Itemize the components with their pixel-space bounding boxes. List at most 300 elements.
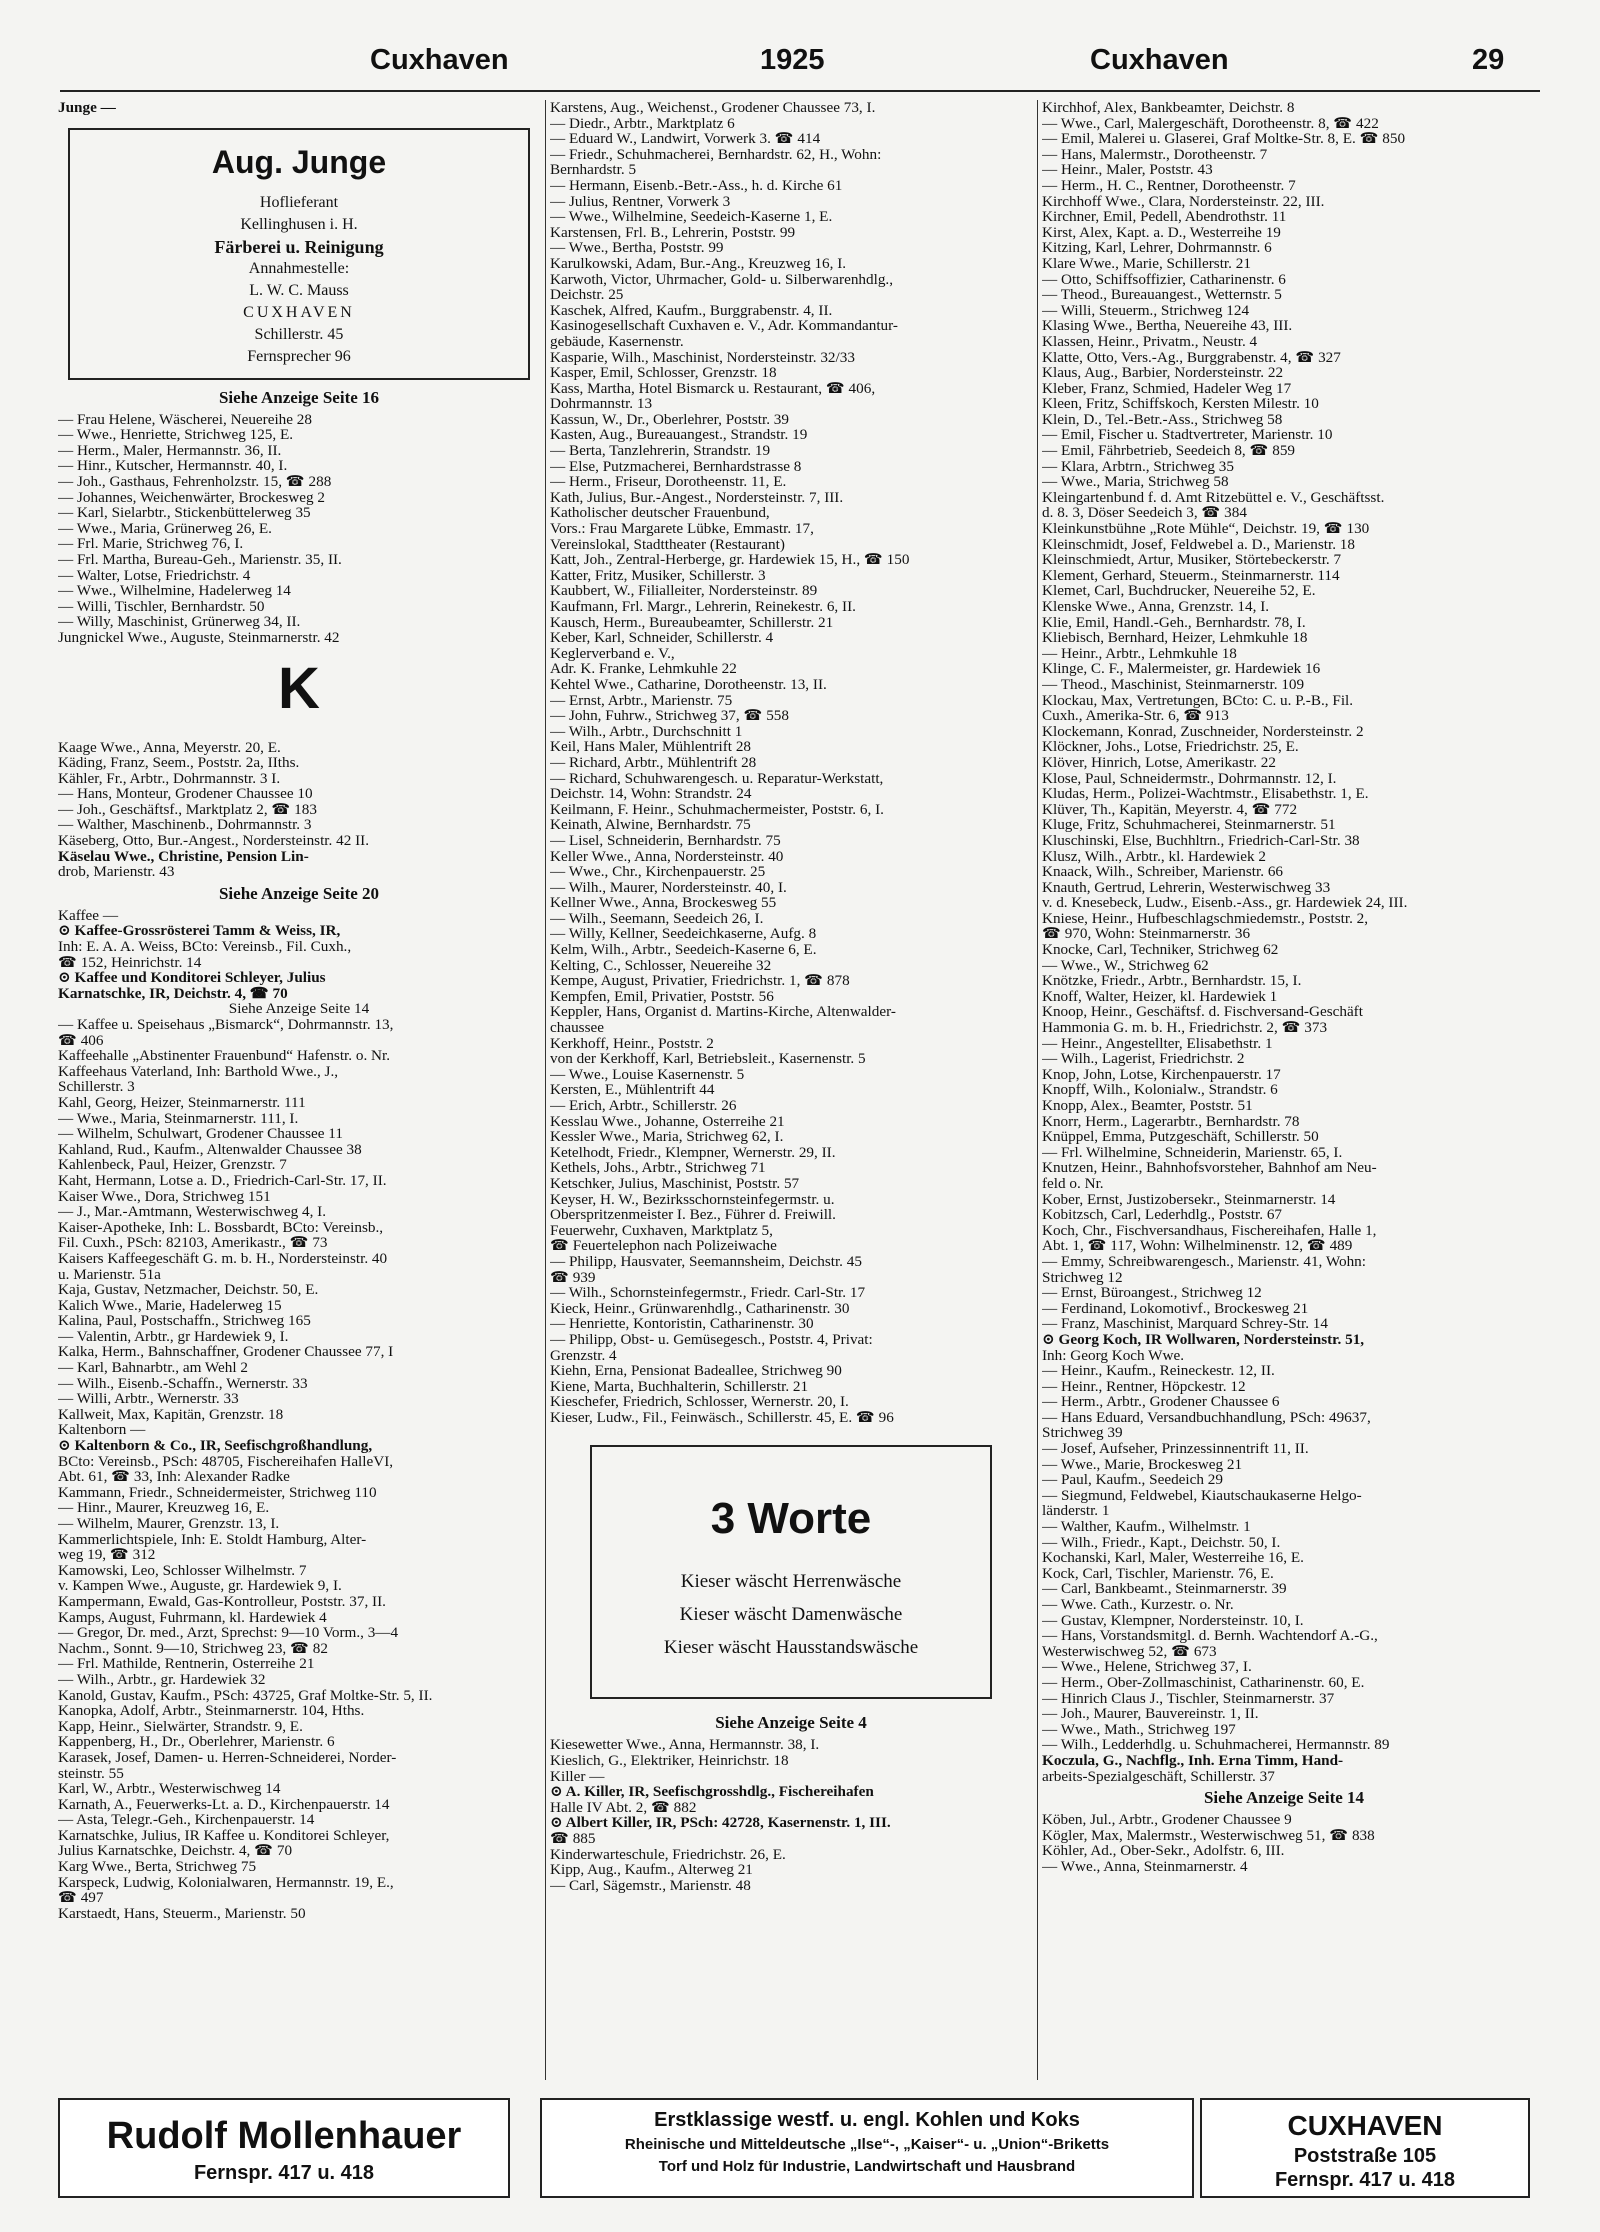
directory-entry: — Else, Putzmacherei, Bernhardstrasse 8 [550,458,802,475]
directory-entry: Nachm., Sonnt. 9—10, Strichweg 23, ☎ 82 [58,1640,328,1657]
ad-3-worte [590,1445,992,1699]
directory-entry: Köben, Jul., Arbtr., Grodener Chaussee 9 [1042,1812,1292,1828]
directory-entry: Köhler, Ad., Ober-Sekr., Adolfstr. 6, III. [1042,1843,1285,1859]
directory-entry: Julius Karnatschke, Deichstr. 4, ☎ 70 [58,1843,293,1860]
directory-entry: — Josef, Aufseher, Prinzessinnentrift 11, II. [1042,1441,1309,1457]
directory-entry: Kalka, Herm., Bahnschaffner, Grodener Chaussee 77, I [58,1344,394,1361]
directory-entry: Knopff, Wilh., Kolonialw., Strandstr. 6 [1042,1082,1278,1098]
directory-entry: — Heinr., Rentner, Höpckestr. 12 [1042,1378,1246,1395]
directory-entry: Kaiser-Apotheke, Inh: L. Bossbardt, BCto: Vereinsb., [58,1219,384,1236]
directory-entry: Kahl, Georg, Heizer, Steinmarnerstr. 111 [58,1094,306,1111]
directory-entry: Kelm, Wilh., Arbtr., Seedeich-Kaserne 6, E. [550,942,817,958]
directory-entry: — Wwe. Cath., Kurzestr. o. Nr. [1042,1597,1234,1613]
directory-entry: — Wilhelm, Maurer, Grenzstr. 13, I. [58,1516,280,1532]
directory-entry: — Willi, Arbtr., Wernerstr. 33 [58,1391,239,1407]
directory-entry: — Klara, Arbtrn., Strichweg 35 [1042,458,1234,475]
directory-entry: BCto: Vereinsb., PSch: 48705, Fischereihafen HalleVI, [58,1453,394,1470]
directory-entry: Hammonia G. m. b. H., Friedrichstr. 2, ☎ 373 [1042,1020,1328,1036]
section-letter-k: K [278,655,320,721]
directory-entry: — Kaffee u. Speisehaus „Bismarck“, Dohrmannstr. 13, [58,1017,394,1033]
entry-list [550,100,1032,1425]
directory-entry: Koczula, G., Nachflg., Inh. Erna Timm, Hand- [1042,1752,1344,1769]
directory-entry: — Walter, Lotse, Friedrichstr. 4 [58,567,251,584]
directory-entry: Klenske Wwe., Anna, Grenzstr. 14, I. [1042,599,1270,615]
directory-entry: Kleinschmidt, Josef, Feldwebel a. D., Marienstr. 18 [1042,536,1355,553]
directory-entry: Kaht, Hermann, Lotse a. D., Friedrich-Carl-Str. 17, II. [58,1172,387,1189]
directory-entry: — Emmy, Schreibwarengesch., Marienstr. 41, Wohn: [1042,1253,1366,1270]
directory-entry: Fil. Cuxh., PSch: 82103, Amerikastr., ☎ 73 [58,1235,328,1251]
directory-entry: Kober, Ernst, Justizobersekr., Steinmarnerstr. 14 [1042,1191,1336,1208]
column-divider [1037,100,1038,2080]
directory-entry: — Carl, Sägemstr., Marienstr. 48 [550,1877,751,1894]
directory-entry: — Frl. Mathilde, Rentnerin, Osterreihe 21 [58,1656,315,1672]
directory-entry: steinstr. 55 [58,1765,124,1782]
directory-entry: — Gustav, Klempner, Nordersteinstr. 10, I. [1042,1612,1304,1629]
directory-entry: — Theod., Maschinist, Steinmarnerstr. 109 [1042,676,1305,693]
directory-entry: Inh: E. A. A. Weiss, BCto: Vereinsb., Fil. Cuxh., [58,939,352,955]
directory-entry: Karnatschke, IR, Deichstr. 4, ☎ 70 [58,985,288,1002]
directory-entry: — Herm., Friseur, Dorotheenstr. 11, E. [550,474,787,490]
directory-entry: Kesslau Wwe., Johanne, Osterreihe 21 [550,1113,785,1130]
directory-entry: Kausch, Herm., Bureaubeamter, Schillerstr. 21 [550,614,834,631]
footer-ad-phone: Fernspr. 417 u. 418 [193,2162,375,2184]
directory-entry: — Herm., Maler, Hermannstr. 36, II. [58,442,282,459]
see-ad-reference: Siehe Anzeige Seite 14 [1203,1788,1365,1808]
directory-entry: v. Kampen Wwe., Auguste, gr. Hardewiek 9, I. [58,1578,342,1594]
directory-entry: Kögler, Max, Malermstr., Westerwischweg 51, ☎ 838 [1042,1827,1375,1844]
directory-entry: Kaja, Gustav, Netzmacher, Deichstr. 50, E. [58,1282,319,1298]
directory-entry: — Karl, Bahnarbtr., am Wehl 2 [58,1360,248,1376]
directory-entry: Keinath, Alwine, Bernhardstr. 75 [550,817,751,833]
directory-entry: Kieck, Heinr., Grünwarenhdlg., Catharinenstr. 30 [550,1300,850,1317]
directory-entry: — Willy, Kellner, Seedeichkaserne, Aufg. 8 [550,926,817,943]
directory-entry: — Siegmund, Feldwebel, Kiautschaukaserne Helgo- [1042,1487,1362,1504]
directory-entry: Ketschker, Julius, Maschinist, Poststr. 57 [550,1175,800,1192]
directory-entry: Kerkhoff, Heinr., Poststr. 2 [550,1035,714,1052]
directory-entry: — Wilhelm, Schulwart, Grodener Chaussee 11 [58,1126,343,1142]
directory-entry: Kalich Wwe., Marie, Hadelerweg 15 [58,1297,282,1314]
directory-entry: Kleinschmiedt, Artur, Musiker, Störtebeckerstr. 7 [1042,552,1342,568]
directory-entry: Kieschefer, Friedrich, Schlosser, Wernerstr. 20, I. [550,1394,849,1410]
directory-entry: arbeits-Spezialgeschäft, Schillerstr. 37 [1042,1768,1275,1785]
directory-entry: Kirst, Alex, Kapt. a. D., Westerreihe 19 [1042,224,1281,241]
directory-entry: — Hans, Vorstandsmitgl. d. Bernh. Wachtendorf A.-G., [1042,1628,1378,1644]
directory-entry: Klemet, Carl, Buchdrucker, Neuereihe 52, E. [1042,583,1316,599]
directory-entry: Kleinkunstbühne „Rote Mühle“, Deichstr. 19, ☎ 130 [1042,521,1370,537]
directory-entry: Kempfen, Emil, Privatier, Poststr. 56 [550,988,774,1005]
directory-entry: Ketelhodt, Friedr., Klempner, Wernerstr. 29, II. [550,1144,836,1161]
directory-entry: — Franz, Maschinist, Marquard Schrey-Str. 14 [1042,1316,1328,1332]
directory-entry: ☎ 885 [550,1831,596,1847]
entry-junge: Junge — [58,100,116,116]
directory-entry: u. Marienstr. 51a [58,1266,161,1283]
directory-entry: Käselau Wwe., Christine, Pension Lin- [58,848,309,865]
directory-entry: Adr. K. Franke, Lehmkuhle 22 [550,661,737,677]
directory-entry: weg 19, ☎ 312 [58,1547,156,1563]
directory-entry: Knopp, Alex., Beamter, Poststr. 51 [1042,1098,1253,1114]
directory-entry: Kleen, Fritz, Schiffskoch, Kersten Milestr. 10 [1042,396,1319,412]
directory-entry: Kaiser Wwe., Dora, Strichweg 151 [58,1188,271,1205]
entry-list [58,740,540,1922]
page-number: 29 [1472,44,1505,76]
directory-entry: — Joh., Geschäftsf., Marktplatz 2, ☎ 183 [58,801,317,818]
directory-entry: Knötzke, Friedr., Arbtr., Bernhardstr. 15, I. [1042,973,1302,989]
directory-entry: Kähler, Fr., Arbtr., Dohrmannstr. 3 I. [58,770,281,787]
directory-entry: — Willi, Steuerm., Strichweg 124 [1042,302,1250,319]
directory-entry: — Willi, Tischler, Bernhardstr. 50 [58,598,265,615]
directory-entry: Kiesewetter Wwe., Anna, Hermannstr. 38, I. [550,1737,820,1754]
directory-entry: Katholischer deutscher Frauenbund, [550,505,770,522]
directory-entry: Karspeck, Ludwig, Kolonialwaren, Hermannstr. 19, E., [58,1874,394,1891]
directory-entry: — Hinr., Maurer, Kreuzweg 16, E. [58,1500,270,1516]
directory-entry: Keber, Karl, Schneider, Schillerstr. 4 [550,630,774,646]
directory-entry: — Wwe., Maria, Strichweg 58 [1042,474,1229,490]
directory-entry: Knocke, Carl, Techniker, Strichweg 62 [1042,942,1279,958]
directory-entry: — Wilh., Seemann, Seedeich 26, I. [550,910,764,927]
directory-entry: Kludas, Herm., Polizei-Wachtmstr., Elisabethstr. 1, E. [1042,786,1369,802]
directory-entry: chaussee [550,1020,604,1036]
ad-line: Färberei u. Reinigung [214,236,384,257]
directory-entry: Strichweg 12 [1042,1269,1123,1286]
directory-entry: — Hans, Monteur, Grodener Chaussee 10 [58,786,313,802]
directory-entry: Kniese, Heinr., Hufbeschlagschmiedemstr., Poststr. 2, [1042,910,1369,927]
directory-entry: Kluge, Fritz, Schuhmacherei, Steinmarnerstr. 51 [1042,817,1336,833]
directory-entry: Kalina, Paul, Postschaffn., Strichweg 165 [58,1313,311,1329]
directory-entry: Oberspritzenmeister I. Bez., Führer d. Freiwill. [550,1207,836,1223]
directory-entry: Kieser, Ludw., Fil., Feinwäsch., Schillerstr. 45, E. ☎ 96 [550,1409,894,1426]
directory-entry: Kath, Julius, Bur.-Angest., Nordersteinstr. 7, III. [550,489,844,506]
directory-entry: Klöver, Hinrich, Lotse, Amerikastr. 22 [1042,754,1276,771]
directory-entry: Klatte, Otto, Vers.-Ag., Burggrabenstr. 4, ☎ 327 [1042,349,1341,366]
directory-entry: v. d. Knesebeck, Ludw., Eisenb.-Ass., gr. Hardewiek 24, III. [1042,895,1408,911]
directory-entry: Kaffeehalle „Abstinenter Frauenbund“ Hafenstr. o. Nr. [58,1048,391,1064]
directory-entry: — Frl. Wilhelmine, Schneiderin, Marienstr. 65, I. [1042,1144,1343,1161]
footer-ad-title: Rudolf Mollenhauer [106,2115,462,2157]
header-left-town: Cuxhaven [370,44,509,76]
directory-entry: Keller Wwe., Anna, Nordersteinstr. 40 [550,848,784,865]
directory-entry: Kaage Wwe., Anna, Meyerstr. 20, E. [58,739,281,756]
directory-entry: Kitzing, Karl, Lehrer, Dohrmannstr. 6 [1042,240,1272,256]
directory-entry: — Wwe., Maria, Grünerweg 26, E. [58,520,272,537]
directory-entry: Kamowski, Leo, Schlosser Wilhelmstr. 7 [58,1562,307,1579]
directory-entry: — Hinrich Claus J., Tischler, Steinmarnerstr. 37 [1042,1690,1335,1707]
ad-line: Kieser wäscht Hausstandswäsche [663,1637,919,1659]
column-1 [58,100,540,2080]
ad-line: Hoflieferant [259,193,339,211]
directory-entry: Klaus, Aug., Barbier, Nordersteinstr. 22 [1042,365,1284,381]
footer-ad-line: Torf und Holz für Industrie, Landwirtschaft und Hausbrand [658,2158,1076,2175]
directory-entry: Kaffeehaus Vaterland, Inh: Barthold Wwe., J., [58,1063,339,1080]
ad-title: Aug. Junge [211,143,387,180]
directory-entry: — Wwe., Wilhelmine, Seedeich-Kaserne 1, E. [550,209,833,225]
directory-entry: Karasek, Josef, Damen- u. Herren-Schneiderei, Norder- [58,1749,397,1766]
directory-entry: — Johannes, Weichenwärter, Brockesweg 2 [58,489,325,506]
directory-entry: Kehtel Wwe., Catharine, Dorotheenstr. 13, II. [550,676,827,693]
directory-entry: Kaisers Kaffeegeschäft G. m. b. H., Nordersteinstr. 40 [58,1250,388,1267]
directory-entry: Kammerlichtspiele, Inh: E. Stoldt Hamburg, Alter- [58,1531,367,1548]
directory-entry: Karulkowski, Adam, Bur.-Ang., Kreuzweg 16, I. [550,255,847,272]
directory-entry: Kirchhoff Wwe., Clara, Nordersteinstr. 22, III. [1042,193,1325,210]
directory-entry: Grenzstr. 4 [550,1347,617,1364]
ad-line: Kieser wäscht Herrenwäsche [680,1571,902,1593]
directory-entry: Klein, D., Tel.-Betr.-Ass., Strichweg 58 [1042,411,1283,428]
directory-entry: Karg Wwe., Berta, Strichweg 75 [58,1859,257,1875]
directory-entry: Kampermann, Ewald, Gas-Kontrolleur, Poststr. 37, II. [58,1593,386,1610]
directory-entry: ⊙ Kaffee-Grossrösterei Tamm & Weiss, IR, [58,923,341,940]
header-rule [60,90,1540,92]
footer-ad-kohlen [540,2098,1194,2198]
directory-entry: Knop, John, Lotse, Kirchenpauerstr. 17 [1042,1066,1281,1083]
directory-entry: — Erich, Arbtr., Schillerstr. 26 [550,1098,737,1114]
directory-entry: Kanold, Gustav, Kaufm., PSch: 43725, Graf Moltke-Str. 5, II. [58,1687,433,1704]
directory-entry: Abt. 1, ☎ 117, Wohn: Wilhelminenstr. 12, ☎ 489 [1042,1238,1353,1254]
directory-entry: — Wwe., Wilhelmine, Hadelerweg 14 [58,583,291,599]
directory-entry: — Heinr., Angestellter, Elisabethstr. 1 [1042,1035,1273,1052]
directory-entry: — Walther, Maschinenb., Dohrmannstr. 3 [58,817,312,834]
directory-entry: — Wilh., Arbtr., Durchschnitt 1 [550,723,743,740]
directory-entry: ⊙ Kaffee und Konditorei Schleyer, Julius [58,970,326,986]
directory-entry: ⊙ Georg Koch, IR Wollwaren, Nordersteinstr. 51, [1042,1331,1365,1348]
directory-entry: Klockau, Max, Vertretungen, BCto: C. u. P.-B., Fil. [1042,692,1354,709]
directory-entry: — Wwe., Helene, Strichweg 37, I. [1042,1659,1252,1675]
directory-entry: — Philipp, Obst- u. Gemüsegesch., Poststr. 4, Privat: [550,1331,873,1348]
directory-entry: — Ernst, Arbtr., Marienstr. 75 [550,692,733,709]
directory-entry: — Hans, Malermstr., Dorotheenstr. 7 [1042,146,1268,163]
ad-line: CUXHAVEN [243,303,355,321]
directory-entry: — Lisel, Schneiderin, Bernhardstr. 75 [550,832,781,849]
directory-entry: Knutzen, Heinr., Bahnhofsvorsteher, Bahnhof am Neu- [1042,1160,1377,1176]
directory-entry: — J., Mar.-Amtmann, Westerwischweg 4, I. [58,1204,327,1220]
directory-entry: — Karl, Sielarbtr., Stickenbüttelerweg 35 [58,505,311,521]
directory-entry: — Richard, Arbtr., Mühlentrift 28 [550,754,757,771]
directory-entry: Kaubbert, W., Filialleiter, Nordersteinstr. 89 [550,583,818,599]
directory-entry: d. 8. 3, Döser Seedeich 3, ☎ 384 [1042,505,1247,522]
directory-entry: — John, Fuhrw., Strichweg 37, ☎ 558 [550,708,789,724]
directory-entry: Klose, Paul, Schneidermstr., Dohrmannstr. 12, I. [1042,770,1337,787]
directory-entry: Klement, Gerhard, Steuerm., Steinmarnerstr. 114 [1042,567,1340,584]
directory-entry: Kirchner, Emil, Pedell, Abendrothstr. 11 [1042,209,1287,225]
directory-entry: drob, Marienstr. 43 [58,864,175,880]
directory-entry: Kipp, Aug., Kaufm., Alterweg 21 [550,1862,753,1878]
directory-entry: Jungnickel Wwe., Auguste, Steinmarnerstr. 42 [58,629,340,646]
ad-line: Fernsprecher 96 [247,347,351,365]
entry-list [1042,100,1526,1875]
directory-entry: Katt, Joh., Zentral-Herberge, gr. Hardewiek 15, H., ☎ 150 [550,552,910,568]
directory-entry: Feuerwehr, Cuxhaven, Marktplatz 5, [550,1222,773,1239]
directory-entry: — Wwe., Henriette, Strichweg 125, E. [58,427,294,443]
see-ad-reference: Siehe Anzeige Seite 4 [715,1713,867,1733]
directory-entry: — Asta, Telegr.-Geh., Kirchenpauerstr. 14 [58,1812,315,1828]
header-right-town: Cuxhaven [1090,44,1229,76]
directory-entry: Kasparie, Wilh., Maschinist, Nordersteinstr. 32/33 [550,349,855,366]
directory-entry: gebäude, Kasernenstr. [550,333,684,350]
directory-entry: Kleingartenbund f. d. Amt Ritzebüttel e. V., Geschäftsst. [1042,489,1385,506]
directory-entry: — Herm., H. C., Rentner, Dorotheenstr. 7 [1042,177,1296,194]
directory-entry: Kochanski, Karl, Maler, Westerreihe 16, E. [1042,1550,1304,1566]
directory-entry: Klassen, Heinr., Privatm., Neustr. 4 [1042,333,1258,350]
directory-entry: — Carl, Bankbeamt., Steinmarnerstr. 39 [1042,1581,1287,1597]
directory-entry: Deichstr. 14, Wohn: Strandstr. 24 [550,786,752,802]
directory-entry: Kinderwarteschule, Friedrichstr. 26, E. [550,1846,786,1863]
directory-entry: Keil, Hans Maler, Mühlentrift 28 [550,739,752,755]
directory-entry: ⊙ Albert Killer, IR, PSch: 42728, Kasernenstr. 1, III. [550,1815,891,1832]
directory-entry: — Wwe., W., Strichweg 62 [1042,957,1209,974]
directory-entry: Dohrmannstr. 13 [550,396,653,412]
directory-entry: — Eduard W., Landwirt, Vorwerk 3. ☎ 414 [550,131,821,147]
directory-entry: — Gregor, Dr. med., Arzt, Sprechst: 9—10 Vorm., 3—4 [58,1625,399,1641]
directory-entry: Westerwischweg 52, ☎ 673 [1042,1643,1217,1660]
directory-entry: Knaack, Wilh., Schreiber, Marienstr. 66 [1042,864,1284,880]
ad-title: 3 Worte [710,1494,872,1544]
directory-entry: Knorr, Herm., Lagerarbtr., Bernhardstr. 78 [1042,1113,1300,1130]
directory-entry: — Ferdinand, Lokomotivf., Brockesweg 21 [1042,1300,1309,1317]
directory-entry: Kiehn, Erna, Pensionat Badeallee, Strichweg 90 [550,1363,842,1379]
directory-entry: — Paul, Kaufm., Seedeich 29 [1042,1472,1223,1488]
directory-entry: Kass, Martha, Hotel Bismarck u. Restaurant, ☎ 406, [550,380,876,397]
directory-entry: Klöckner, Johs., Lotse, Friedrichstr. 25, E. [1042,739,1299,755]
directory-entry: Kliebisch, Bernhard, Heizer, Lehmkuhle 18 [1042,630,1308,646]
directory-entry: — Henriette, Kontoristin, Catharinenstr. 30 [550,1316,814,1332]
directory-entry: Knauth, Gertrud, Lehrerin, Westerwischweg 33 [1042,879,1331,896]
directory-entry: Kanopka, Adolf, Arbtr., Steinmarnerstr. 104, Hths. [58,1703,365,1719]
directory-entry: — Frau Helene, Wäscherei, Neuereihe 28 [58,411,312,428]
directory-entry: Käding, Franz, Seem., Poststr. 2a, IIths. [58,755,300,771]
directory-entry: Kassun, W., Dr., Oberlehrer, Poststr. 39 [550,411,789,428]
directory-entry: — Richard, Schuhwarengesch. u. Reparatur-Werkstatt, [550,770,884,787]
ad-line: Kieser wäscht Damenwäsche [679,1604,903,1626]
directory-entry: — Heinr., Arbtr., Lehmkuhle 18 [1042,645,1237,662]
directory-entry: Kelting, C., Schlosser, Neuereihe 32 [550,957,772,974]
directory-entry: Katter, Fritz, Musiker, Schillerstr. 3 [550,567,766,584]
directory-entry: Kessler Wwe., Maria, Strichweg 62, I. [550,1129,784,1145]
directory-entry: Bernhardstr. 5 [550,162,637,178]
ad-line: L. W. C. Mauss [249,281,349,299]
entry-list [58,388,540,646]
directory-entry: Halle IV Abt. 2, ☎ 882 [550,1799,697,1816]
directory-entry: Cuxh., Amerika-Str. 6, ☎ 913 [1042,708,1229,724]
directory-entry: — Friedr., Schuhmacherei, Bernhardstr. 62, H., Wohn: [550,146,882,163]
directory-entry: Kahland, Rud., Kaufm., Altenwalder Chaussee 38 [58,1141,362,1158]
directory-entry: Klasing Wwe., Bertha, Neuereihe 43, III. [1042,318,1293,334]
directory-entry: länderstr. 1 [1042,1503,1110,1520]
directory-entry: Keppler, Hans, Organist d. Martins-Kirche, Altenwalder- [550,1004,896,1021]
directory-entry: — Wilh., Schornsteinfegermstr., Friedr. Carl-Str. 17 [550,1285,866,1301]
directory-entry: Inh: Georg Koch Wwe. [1042,1347,1184,1364]
directory-entry: Kapp, Heinr., Sielwärter, Strandstr. 9, E. [58,1718,303,1735]
directory-entry: Kappenberg, H., Dr., Oberlehrer, Marienstr. 6 [58,1734,335,1750]
directory-entry: Kiene, Marta, Buchhalterin, Schillerstr. 21 [550,1378,809,1395]
entry-list [550,1713,1032,1893]
directory-entry: Klinge, C. F., Malermeister, gr. Hardewiek 16 [1042,661,1321,677]
column-divider [545,100,546,2080]
directory-entry: Karl, W., Arbtr., Westerwischweg 14 [58,1781,281,1797]
directory-entry: Kluschinski, Else, Buchhltrn., Friedrich-Carl-Str. 38 [1042,832,1360,849]
column-3 [1042,100,1526,2080]
directory-entry: Käseberg, Otto, Bur.-Angest., Nordersteinstr. 42 II. [58,833,370,849]
directory-entry: Abt. 61, ☎ 33, Inh: Alexander Radke [58,1469,290,1485]
directory-entry: Karstaedt, Hans, Steuerm., Marienstr. 50 [58,1905,306,1922]
see-ad-reference: Siehe Anzeige Seite 16 [218,387,380,407]
directory-entry: Klusz, Wilh., Arbtr., kl. Hardewiek 2 [1042,848,1266,865]
directory-entry: Schillerstr. 3 [58,1079,135,1095]
directory-entry: — Wwe., Chr., Kirchenpauerstr. 25 [550,864,766,880]
directory-entry: Karnath, A., Feuerwerks-Lt. a. D., Kirchenpauerstr. 14 [58,1796,390,1813]
footer-ad-mollenhauer [58,2098,510,2198]
directory-entry: Kaufmann, Frl. Margr., Lehrerin, Reinekestr. 6, II. [550,599,856,615]
directory-entry: — Wwe., Louise Kasernenstr. 5 [550,1066,745,1083]
directory-entry: Kamps, August, Fuhrmann, kl. Hardewiek 4 [58,1609,327,1626]
directory-entry: Kaschek, Alfred, Kaufm., Burggrabenstr. 4, II. [550,302,833,319]
directory-entry: Kahlenbeck, Paul, Heizer, Grenzstr. 7 [58,1157,287,1173]
directory-entry: — Emil, Malerei u. Glaserei, Graf Moltke-Str. 8, E. ☎ 850 [1042,131,1406,147]
directory-entry: Deichstr. 25 [550,287,624,303]
directory-entry: — Wwe., Bertha, Poststr. 99 [550,240,724,256]
directory-entry: — Wwe., Carl, Malergeschäft, Dorotheenstr. 8, ☎ 422 [1042,115,1379,132]
directory-entry: — Valentin, Arbtr., gr Hardewiek 9, I. [58,1328,289,1345]
directory-entry: — Hermann, Eisenb.-Betr.-Ass., h. d. Kirche 61 [550,177,843,194]
directory-entry: — Emil, Fährbetrieb, Seedeich 8, ☎ 859 [1042,443,1296,459]
ad-line: Annahmestelle: [248,259,350,277]
directory-entry: Kaltenborn — [58,1422,146,1439]
directory-entry: — Wilh., Maurer, Nordersteinstr. 40, I. [550,879,787,896]
directory-entry: — Walther, Kaufm., Wilhelmstr. 1 [1042,1519,1251,1535]
directory-entry: — Heinr., Kaufm., Reineckestr. 12, II. [1042,1363,1275,1379]
directory-entry: Kempe, August, Privatier, Friedrichstr. 1, ☎ 878 [550,973,850,989]
directory-entry: Kallweit, Max, Kapitän, Grenzstr. 18 [58,1406,284,1423]
directory-entry: — Philipp, Hausvater, Seemannsheim, Deichstr. 45 [550,1253,862,1270]
directory-entry: — Julius, Rentner, Vorwerk 3 [550,193,731,210]
directory-entry: Keilmann, F. Heinr., Schuhmachermeister, Poststr. 6, I. [550,801,884,818]
directory-entry: Kirchhof, Alex, Bankbeamter, Deichstr. 8 [1042,100,1295,116]
directory-entry: ☎ 939 [550,1269,596,1286]
directory-entry: — Willy, Maschinist, Grünerweg 34, II. [58,614,301,630]
ad-aug-junge [68,128,530,380]
directory-entry: Klare Wwe., Marie, Schillerstr. 21 [1042,255,1251,272]
directory-entry: Kobitzsch, Carl, Lederhdlg., Poststr. 67 [1042,1207,1283,1223]
directory-entry: — Theod., Bureauangest., Wetternstr. 5 [1042,287,1282,303]
directory-entry: — Otto, Schiffsoffizier, Catharinenstr. 6 [1042,271,1286,288]
ad-line: Kellinghusen i. H. [240,215,358,233]
directory-entry: Karwoth, Victor, Uhrmacher, Gold- u. Silberwarenhdlg., [550,271,894,288]
directory-entry: — Hinr., Kutscher, Hermannstr. 40, I. [58,458,288,474]
footer-ad-street: Poststraße 105 [1293,2145,1437,2167]
directory-entry: Koch, Chr., Fischversandhaus, Fischereihafen, Halle 1, [1042,1222,1377,1239]
directory-entry: ☎ 497 [58,1890,104,1906]
directory-entry: — Frl. Martha, Bureau-Geh., Marienstr. 35, II. [58,551,342,568]
directory-entry: — Wwe., Math., Strichweg 197 [1042,1721,1236,1738]
footer-ad-phone: Fernspr. 417 u. 418 [1274,2169,1456,2191]
see-ad-reference: Siehe Anzeige Seite 20 [218,883,380,903]
directory-entry: ☎ 970, Wohn: Steinmarnerstr. 36 [1042,926,1251,943]
directory-entry: — Herm., Arbtr., Grodener Chaussee 6 [1042,1394,1280,1410]
directory-entry: — Wilh., Eisenb.-Schaffn., Wernerstr. 33 [58,1375,308,1392]
directory-entry: — Wilh., Arbtr., gr. Hardewiek 32 [58,1671,266,1688]
header-year: 1925 [760,44,825,76]
directory-entry: ☎ 152, Heinrichstr. 14 [58,954,202,971]
directory-entry: Kaffee — [58,907,119,924]
directory-entry: Kock, Carl, Tischler, Marienstr. 76, E. [1042,1565,1274,1582]
page-header [60,44,1540,84]
directory-entry: Klüver, Th., Kapitän, Meyerstr. 4, ☎ 772 [1042,801,1298,818]
directory-entry: Killer — [550,1768,605,1785]
directory-entry: Vereinslokal, Stadttheater (Restaurant) [550,536,785,553]
directory-entry: Kieslich, G., Elektriker, Heinrichstr. 18 [550,1753,789,1769]
directory-entry: Vors.: Frau Margarete Lübke, Emmastr. 17, [550,521,814,537]
footer-ad-cuxhaven [1200,2098,1530,2198]
directory-entry: Knoop, Heinr., Geschäftsf. d. Fischversand-Geschäft [1042,1004,1363,1021]
directory-entry: ⊙ Kaltenborn & Co., IR, Seefischgroßhandlung, [58,1438,373,1454]
see-ad-reference: Siehe Anzeige Seite 14 [228,1001,370,1017]
